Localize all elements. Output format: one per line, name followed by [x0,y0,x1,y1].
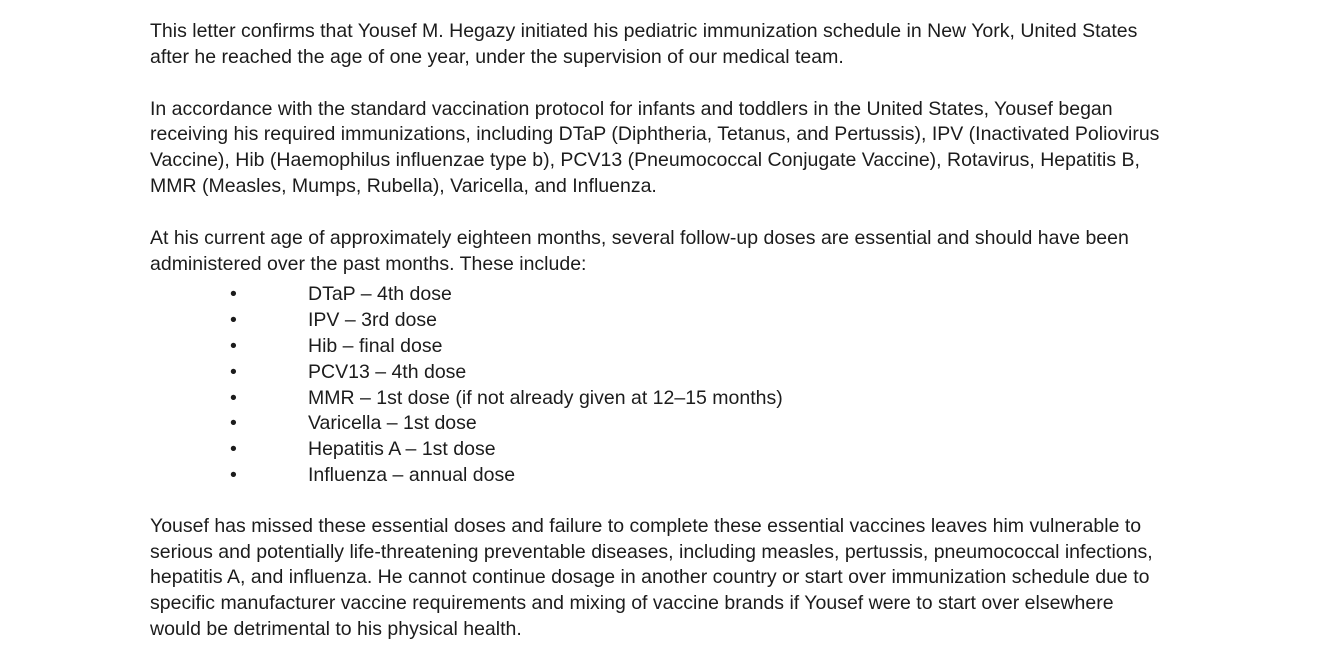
list-item [150,411,1230,437]
bullet-icon: • [230,386,237,409]
list-item [150,463,1230,489]
text-line: Vaccine), Hib (Haemophilus influenzae type b), PCV13 (Pneumococcal Conjugate Vaccine), Rotavirus, Hepatitis B, [150,149,1140,172]
text-line: receiving his required immunizations, including DTaP (Diphtheria, Tetanus, and Pertussis), IPV (Inactivated Poliovirus [150,123,1160,146]
paragraph-closing [150,514,1230,643]
text-line: would be detrimental to his physical health. [150,617,522,640]
bullet-icon: • [230,309,237,332]
text-line: In accordance with the standard vaccination protocol for infants and toddlers in the United States, Yousef began [150,97,1113,120]
list-item-text: Varicella – 1st dose [308,412,477,435]
bullet-icon: • [230,463,237,486]
list-item [150,437,1230,463]
list-item [150,334,1230,360]
paragraph-intro [150,19,1230,71]
list-item-text: MMR – 1st dose (if not already given at 12–15 months) [308,386,783,409]
paragraph-current-age [150,226,1230,278]
bullet-icon: • [230,412,237,435]
list-item-text: Hib – final dose [308,334,443,357]
bullet-icon: • [230,283,237,306]
list-item-text: Hepatitis A – 1st dose [308,438,496,461]
bullet-icon: • [230,334,237,357]
list-item [150,308,1230,334]
vaccine-dose-list [150,282,1230,488]
list-item [150,282,1230,308]
text-line: administered over the past months. These include: [150,252,587,275]
list-item-text: PCV13 – 4th dose [308,360,467,383]
list-item [150,386,1230,412]
list-item-text: Influenza – annual dose [308,463,516,486]
list-item-text: IPV – 3rd dose [308,309,437,332]
paragraph-protocol [150,97,1230,200]
text-line: Yousef has missed these essential doses and failure to complete these essential vaccines leaves him vulnerable to [150,514,1142,537]
bullet-icon: • [230,438,237,461]
list-item [150,360,1230,386]
text-line: hepatitis A, and influenza. He cannot continue dosage in another country or start over immunization schedule due to [150,566,1150,589]
text-line: specific manufacturer vaccine requirements and mixing of vaccine brands if Yousef were to start over elsewhere [150,592,1114,615]
text-line: At his current age of approximately eighteen months, several follow-up doses are essential and should have been [150,226,1129,249]
bullet-icon: • [230,360,237,383]
text-line: MMR (Measles, Mumps, Rubella), Varicella, and Influenza. [150,174,657,197]
list-item-text: DTaP – 4th dose [308,283,452,306]
text-line: serious and potentially life-threatening preventable diseases, including measles, pertussis, pneumococcal infections, [150,540,1153,563]
text-line: This letter confirms that Yousef M. Hegazy initiated his pediatric immunization schedule in New York, United States [150,20,1138,42]
document-body [150,19,1230,669]
text-line: after he reached the age of one year, under the supervision of our medical team. [150,45,844,68]
